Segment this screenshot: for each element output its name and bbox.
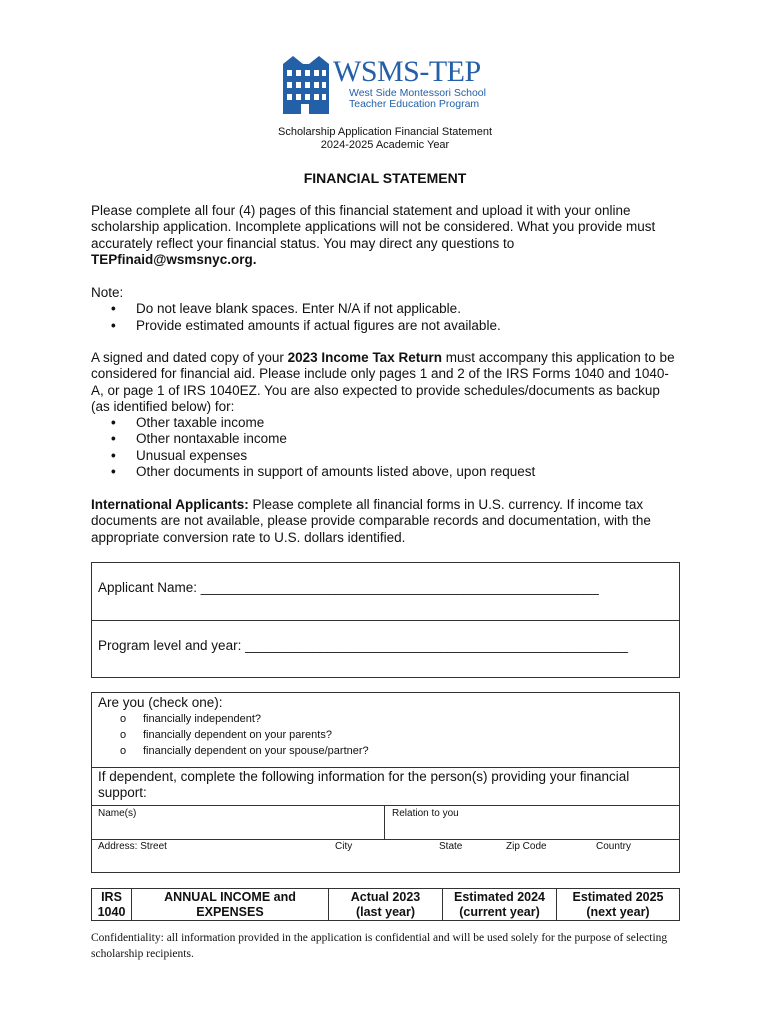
backup-item: • Other documents in support of amounts listed above, upon request <box>91 464 681 480</box>
note-item: • Provide estimated amounts if actual figures are not available. <box>91 318 681 334</box>
relation-field[interactable]: Relation to you <box>392 808 459 819</box>
income-expenses-table <box>91 888 680 921</box>
subtitle-1: Scholarship Application Financial Statement <box>277 126 492 138</box>
backup-item: • Unusual expenses <box>91 448 681 464</box>
option-independent[interactable]: o financially independent? <box>98 711 658 727</box>
estimated-2024-header: Estimated 2024 (current year) <box>443 889 557 921</box>
address-street-field[interactable]: Address: Street <box>98 841 167 852</box>
note-label: Note: <box>91 285 124 300</box>
applicant-name-field[interactable]: Applicant Name: _____________________________________________________ <box>98 580 599 595</box>
wsms-building-logo <box>281 56 331 116</box>
backup-item: • Other nontaxable income <box>91 431 681 447</box>
program-level-field[interactable]: Program level and year: ___________________________________________________ <box>98 638 628 653</box>
note-section <box>91 285 681 334</box>
actual-2023-header: Actual 2023 (last year) <box>329 889 443 921</box>
option-dependent-spouse[interactable]: o financially dependent on your spouse/partner? <box>98 743 658 759</box>
confidentiality-note: Confidentiality: all information provided in the application is confidential and will be used solely for the purpose of selecting scholarship recipients. <box>91 932 668 960</box>
irs-1040-header: IRS 1040 <box>92 889 132 921</box>
logo-line2: Teacher Education Program <box>349 98 480 110</box>
logo-line1: West Side Montessori School <box>349 87 486 99</box>
note-item: • Do not leave blank spaces. Enter N/A if not applicable. <box>91 301 681 317</box>
international-section <box>91 497 681 546</box>
option-dependent-parents[interactable]: o financially dependent on your parents? <box>98 727 658 743</box>
backup-item: • Other taxable income <box>91 415 681 431</box>
international-text: Please complete all financial forms in U.S. currency. If income tax documents are not available, please provide comparable records and documentation, with the appropriate conversion rate to U.S. dollars identified. <box>91 497 651 545</box>
estimated-2025-header: Estimated 2025 (next year) <box>557 889 680 921</box>
intro-text: Please complete all four (4) pages of this financial statement and upload it with your online scholarship application. Incomplete applications will not be considered. What you provide must accurately reflect your financial status. You may direct any questions to <box>91 203 656 251</box>
zip-code-field[interactable]: Zip Code <box>506 841 547 852</box>
page-title: FINANCIAL STATEMENT <box>303 170 467 186</box>
logo-wordmark <box>333 56 486 110</box>
names-field[interactable]: Name(s) <box>98 808 137 819</box>
table-header-row <box>92 889 680 921</box>
tax-text-pre: A signed and dated copy of your <box>91 350 288 365</box>
dependency-status-box <box>91 692 680 873</box>
state-field[interactable]: State <box>439 841 463 852</box>
contact-email: TEPfinaid@wsmsnyc.org. <box>91 251 257 267</box>
annual-income-header: ANNUAL INCOME and EXPENSES <box>132 889 329 921</box>
applicant-box <box>91 562 680 678</box>
tax-text-post: must accompany this application to be considered for financial aid. Please include only pages 1 and 2 of the IRS Forms 1040 and 1040-A, or page 1 of IRS 1040EZ. You are also expected to provide schedules/documents as backup (as identified below) for: <box>91 350 675 414</box>
country-field[interactable]: Country <box>596 841 632 852</box>
check-one-label: Are you (check one): <box>98 695 223 710</box>
city-field[interactable]: City <box>335 841 353 852</box>
tax-text-bold: 2023 Income Tax Return <box>287 350 442 365</box>
intro-paragraph <box>91 203 681 268</box>
international-label: International Applicants: <box>91 497 249 512</box>
subtitle-2: 2024-2025 Academic Year <box>320 139 450 151</box>
dependent-instructions: If dependent, complete the following information for the person(s) providing your financial support: <box>98 769 630 801</box>
tax-return-section <box>91 350 681 480</box>
logo-title: WSMS-TEP <box>333 55 481 88</box>
